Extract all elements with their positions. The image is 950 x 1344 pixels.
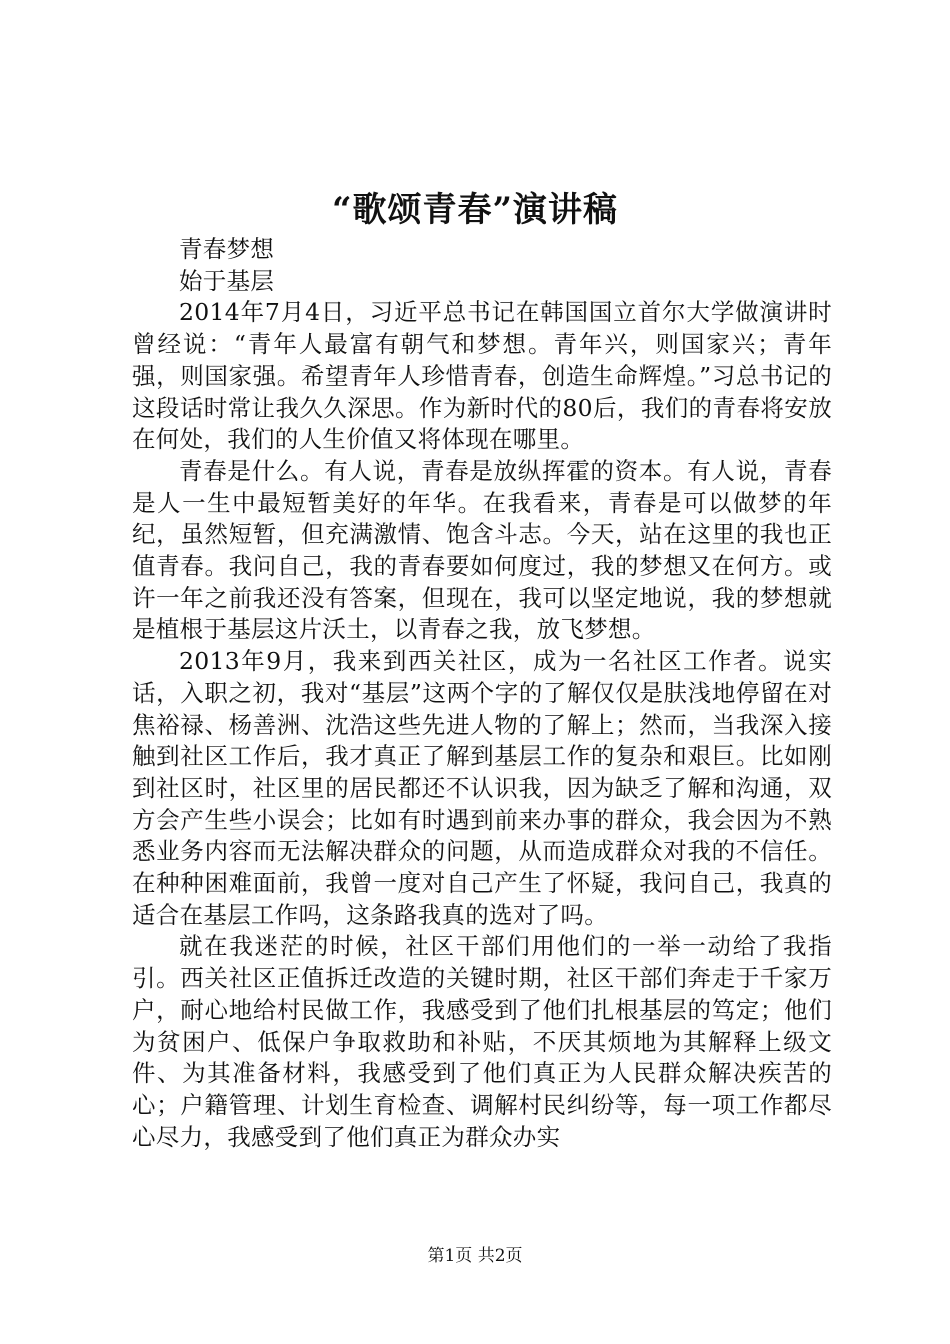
page-number-footer: 第1页 共2页 [427,1246,523,1266]
document-body [132,234,832,1153]
paragraph: 2014年7月4日，习近平总书记在韩国国立首尔大学做演讲时曾经说：“青年人最富有朝气和梦想。青年兴，则国家兴；青年强，则国家强。希望青年人珍惜青春，创造生命辉煌。”习总书记的这段话时常让我久久深思。作为新时代的80后，我们的青春将安放在何处，我们的人生价值又将体现在哪里。 [132,298,832,454]
paragraph-subtitle-2: 始于基层 [179,266,275,295]
paragraph: 2013年9月，我来到西关社区，成为一名社区工作者。说实话，入职之初，我对“基层”这两个字的了解仅仅是肤浅地停留在对焦裕禄、杨善洲、沈浩这些先进人物的了解上；然而，当我深入接触到社区工作后，我才真正了解到基层工作的复杂和艰巨。比如刚到社区时，社区里的居民都还不认识我，因为缺乏了解和沟通，双方会产生些小误会；比如有时遇到前来办事的群众，我会因为不熟悉业务内容而无法解决群众的问题，从而造成群众对我的不信任。在种种困难面前，我曾一度对自己产生了怀疑，我问自己，我真的适合在基层工作吗，这条路我真的选对了吗。 [132,647,832,929]
page-title: “歌颂青春”演讲稿 [331,190,619,230]
paragraph: 就在我迷茫的时候，社区干部们用他们的一举一动给了我指引。西关社区正值拆迁改造的关键时期，社区干部们奔走于千家万户，耐心地给村民做工作，我感受到了他们扎根基层的笃定；他们为贫困户、低保户争取救助和补贴，不厌其烦地为其解释上级文件、为其准备材料，我感受到了他们真正为人民群众解决疾苦的心；户籍管理、计划生育检查、调解村民纠纷等，每一项工作都尽心尽力，我感受到了他们真正为群众办实 [132,932,832,1151]
paragraph-subtitle-1: 青春梦想 [179,235,275,263]
paragraph: 青春是什么。有人说，青春是放纵挥霍的资本。有人说，青春是人一生中最短暂美好的年华。在我看来，青春是可以做梦的年纪，虽然短暂，但充满激情、饱含斗志。今天，站在这里的我也正值青春。我问自己，我的青春要如何度过，我的梦想又在何方。或许一年之前我还没有答案，但现在，我可以坚定地说，我的梦想就是植根于基层这片沃土，以青春之我，放飞梦想。 [132,456,832,644]
